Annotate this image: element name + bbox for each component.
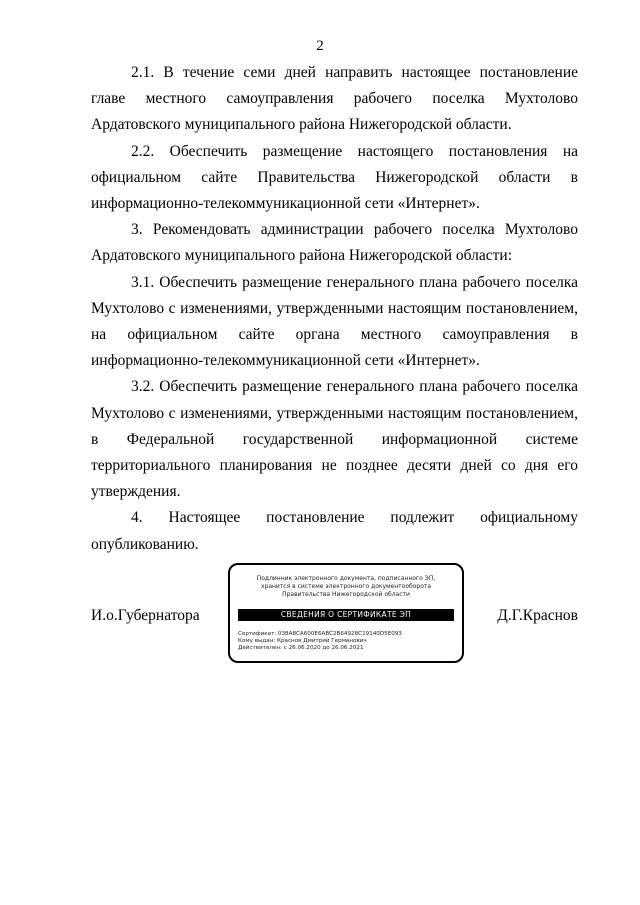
paragraph-3-2: 3.2. Обеспечить размещение генерального плана рабочего поселка Мухтолово с изменениями, утвержденными настоящим постановлением, в Федеральной государственной информационной системе территориального планирования не позднее десяти дней со дня его утверждения. xyxy=(91,378,578,501)
paragraph-3: 3. Рекомендовать администрации рабочего поселка Мухтолово Ардатовского муниципального района Нижегородской области: xyxy=(91,221,578,265)
stamp-details xyxy=(238,631,456,653)
stamp-certificate: Сертификат: 038A8CA600E6ABC2B64928C19140D5E093 xyxy=(238,631,402,637)
stamp-validity: Действителен: с 26.06.2020 до 26.06.2021 xyxy=(238,645,364,652)
paragraph-4: 4. Настоящее постановление подлежит официальному опубликованию. xyxy=(91,509,578,553)
document-body xyxy=(91,60,578,558)
stamp-header-line: Подлинник электронного документа, подписанного ЭП, xyxy=(256,575,436,582)
stamp-issued-to: Кому выдан: Краснов Дмитрий Германович xyxy=(238,638,367,645)
signatory-name: Д.Г.Краснов xyxy=(497,607,578,624)
paragraph-3-1: 3.1. Обеспечить размещение генерального плана рабочего поселка Мухтолово с изменениями, утвержденными настоящим постановлением, на официальном сайте органа местного самоуправления в информационно-телекоммуникационной сети «Интернет». xyxy=(91,273,578,370)
stamp-title: СВЕДЕНИЯ О СЕРТИФИКАТЕ ЭП xyxy=(238,609,454,621)
stamp-header xyxy=(230,575,462,599)
signatory-position: И.о.Губернатора xyxy=(91,607,200,624)
stamp-header-line: Правительства Нижегородской области xyxy=(282,591,410,598)
stamp-header-line: хранится в системе электронного документооборота xyxy=(260,583,432,590)
paragraph-2-2: 2.2. Обеспечить размещение настоящего постановления на официальном сайте Правительства Нижегородской области в информационно-телекоммуникационной сети «Интернет». xyxy=(91,142,578,213)
electronic-signature-stamp xyxy=(228,563,464,663)
paragraph-2-1: 2.1. В течение семи дней направить настоящее постановление главе местного самоуправления рабочего поселка Мухтолово Ардатовского муниципального района Нижегородской области. xyxy=(91,64,578,134)
page-number: 2 xyxy=(316,38,324,54)
